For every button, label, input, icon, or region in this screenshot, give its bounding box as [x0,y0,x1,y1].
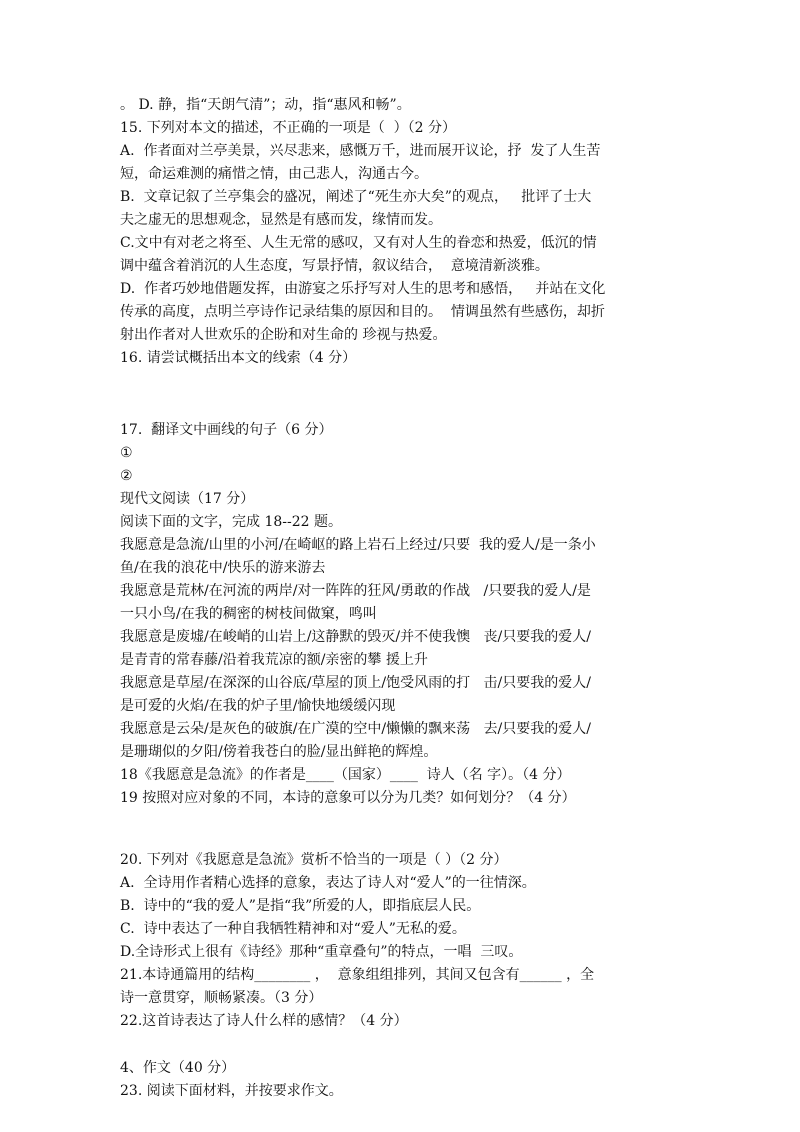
question-20: 20. 下列对《我愿意是急流》赏析不恰当的一项是（ ）（2 分） [120,852,508,868]
question-18: 18《我愿意是急流》的作者是____（国家）____ 诗人（名 字）。（4 分） [120,767,571,783]
question-21: 21.本诗通篇用的结构________ ， 意象组组排列，其间又包含有______ ，全 [120,967,595,983]
poem-line: 我愿意是云朵/是灰色的破旗/在广漠的空中/懒懒的飘来荡 去/只要我的爱人/ [120,721,591,737]
poem-line: 是青青的常春藤/沿着我荒凉的额/亲密的攀 援上升 [120,652,428,668]
text-line: 诗一意贯穿，顺畅紧凑。（3 分） [120,990,323,1006]
poem-line: 我愿意是废墟/在峻峭的山岩上/这静默的毁灭/并不使我懊 丧/只要我的爱人/ [120,629,591,645]
question-19: 19 按照对应对象的不同，本诗的意象可以分为几类？如何划分？（4 分） [120,790,576,806]
question-15: 15. 下列对本文的描述，不正确的一项是（ ）（2 分） [120,120,456,136]
text-line: 夫之虚无的思想观念，显然是有感而发，缘情而发。 [120,212,442,228]
text-line: 短，命运难测的痛惜之情，由己悲人，沟通古今。 [120,166,428,182]
text-line: 。 D. 静，指“天朗气清”；动，指“惠风和畅”。 [120,97,411,113]
question-16: 16. 请尝试概括出本文的线索（4 分） [120,350,357,366]
option-c-line: C.文中有对老之将至、人生无常的感叹，又有对人生的眷恋和热爱，低沉的情 [120,235,597,251]
instruction-line: 阅读下面的文字，完成 18--22 题。 [120,514,342,530]
answer-marker-1: ① [120,445,133,461]
answer-marker-2: ② [120,468,133,484]
option-d-line: D.全诗形式上很有《诗经》那种“重章叠句”的特点，一唱 三叹。 [120,944,523,960]
poem-line: 一只小鸟/在我的稠密的树枝间做窠，鸣叫 [120,606,377,622]
poem-line: 鱼/在我的浪花中/快乐的游来游去 [120,560,326,576]
text-line: 调中蕴含着消沉的人生态度，写景抒情，叙议结合， 意境清新淡雅。 [120,258,549,274]
section-heading: 现代文阅读（17 分） [120,491,255,507]
text-line: 射出作者对人世欢乐的企盼和对生命的 珍视与热爱。 [120,327,447,343]
poem-line: 我愿意是急流/山里的小河/在崎岖的路上岩石上经过/只要 我的爱人/是一条小 [120,537,596,553]
option-b-line: B. 文章记叙了兰亭集会的盛况，阐述了“死生亦大矣”的观点， 批评了士大 [120,189,592,205]
poem-line: 是可爱的火焰/在我的炉子里/愉快地缓缓闪现 [120,698,396,714]
option-c-line: C. 诗中表达了一种自我牺牲精神和对“爱人”无私的爱。 [120,921,466,937]
option-a-line: A. 作者面对兰亭美景，兴尽悲来，感慨万千，进而展开议论，抒 发了人生苦 [120,143,601,159]
text-line: 传承的高度，点明兰亭诗作记录结集的原因和目的。 情调虽然有些感伤，却折 [120,304,605,320]
poem-line: 我愿意是荒林/在河流的两岸/对一阵阵的狂风/勇敢的作战 /只要我的爱人/是 [120,583,591,599]
poem-line: 我愿意是草屋/在深深的山谷底/草屋的顶上/饱受风雨的打 击/只要我的爱人/ [120,675,591,691]
section-heading: 4、作文（40 分） [120,1060,236,1076]
option-d-line: D. 作者巧妙地借题发挥，由游宴之乐抒写对人生的思考和感悟， 并站在文化 [120,281,606,297]
question-22: 22.这首诗表达了诗人什么样的感情？（4 分） [120,1013,408,1029]
question-17: 17. 翻译文中画线的句子（6 分） [120,422,333,438]
option-b-line: B. 诗中的“我的爱人”是指“我”所爱的人，即指底层人民。 [120,898,481,914]
option-a-line: A. 全诗用作者精心选择的意象，表达了诗人对“爱人”的一往情深。 [120,875,536,891]
poem-line: 是珊瑚似的夕阳/傍着我苍白的脸/显出鲜艳的辉煌。 [120,744,438,760]
question-23: 23. 阅读下面材料，并按要求作文。 [120,1083,343,1099]
